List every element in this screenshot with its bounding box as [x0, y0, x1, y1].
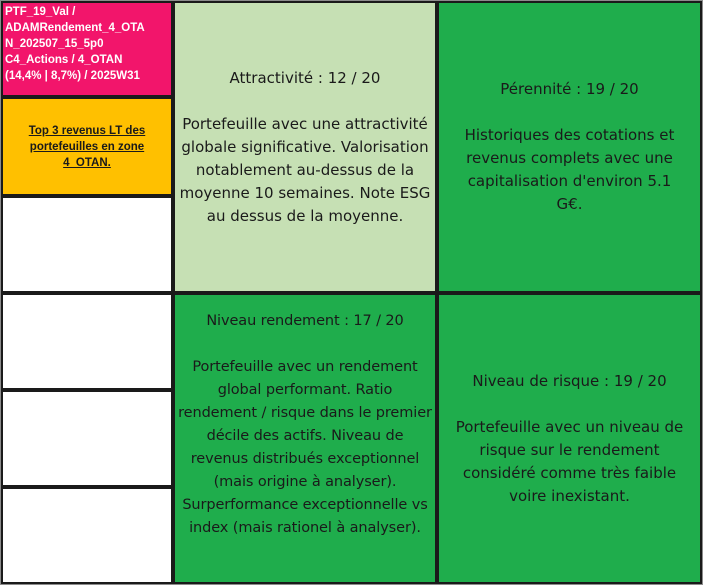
perennite-title: Pérennité : 19 / 20: [500, 80, 639, 98]
rendement-title: Niveau rendement : 17 / 20: [206, 313, 404, 329]
top-revenue-text: Top 3 revenus LT des portefeuilles en zone 4_OTAN.: [28, 124, 146, 169]
portfolio-id-line: N_202507_15_5p0: [5, 38, 104, 50]
top-revenue-highlight: [1, 97, 173, 196]
attractivite-card: [173, 1, 437, 293]
portfolio-id-line: PTF_19_Val /: [5, 6, 76, 18]
perennite-description: Historiques des cotations et revenus complets avec une capitalisation d'environ 5.1 G€.: [464, 126, 675, 213]
portfolio-id-line: ADAMRendement_4_OTA: [5, 22, 145, 34]
risque-description: Portefeuille avec un niveau de risque sur le rendement considéré comme très faible voire inexistant.: [455, 417, 684, 505]
empty-cell: [1, 196, 173, 293]
empty-cell: [1, 293, 173, 390]
risque-card: [437, 293, 702, 584]
rendement-card: [173, 293, 437, 584]
empty-cell: [1, 487, 173, 584]
attractivite-description: Portefeuille avec une attractivité globale significative. Valorisation notablement au-dessus de la moyenne 10 semaines. Note ESG au dessus de la moyenne.: [179, 114, 431, 225]
portfolio-id-cell: [1, 1, 173, 97]
portfolio-id-line: C4_Actions / 4_OTAN: [5, 54, 123, 66]
portfolio-id-line: (14,4% | 8,7%) / 2025W31: [5, 70, 140, 82]
risque-title: Niveau de risque : 19 / 20: [472, 371, 667, 390]
empty-cell: [1, 390, 173, 487]
attractivite-title: Attractivité : 12 / 20: [229, 68, 381, 87]
rendement-description: Portefeuille avec un rendement global performant. Ratio rendement / risque dans le premier décile des actifs. Niveau de revenus distribués exceptionnel (mais origine à analyser). Surperformance exceptionnelle vs index (mais rationel à analyser).: [178, 359, 432, 536]
perennite-card: [437, 1, 702, 293]
